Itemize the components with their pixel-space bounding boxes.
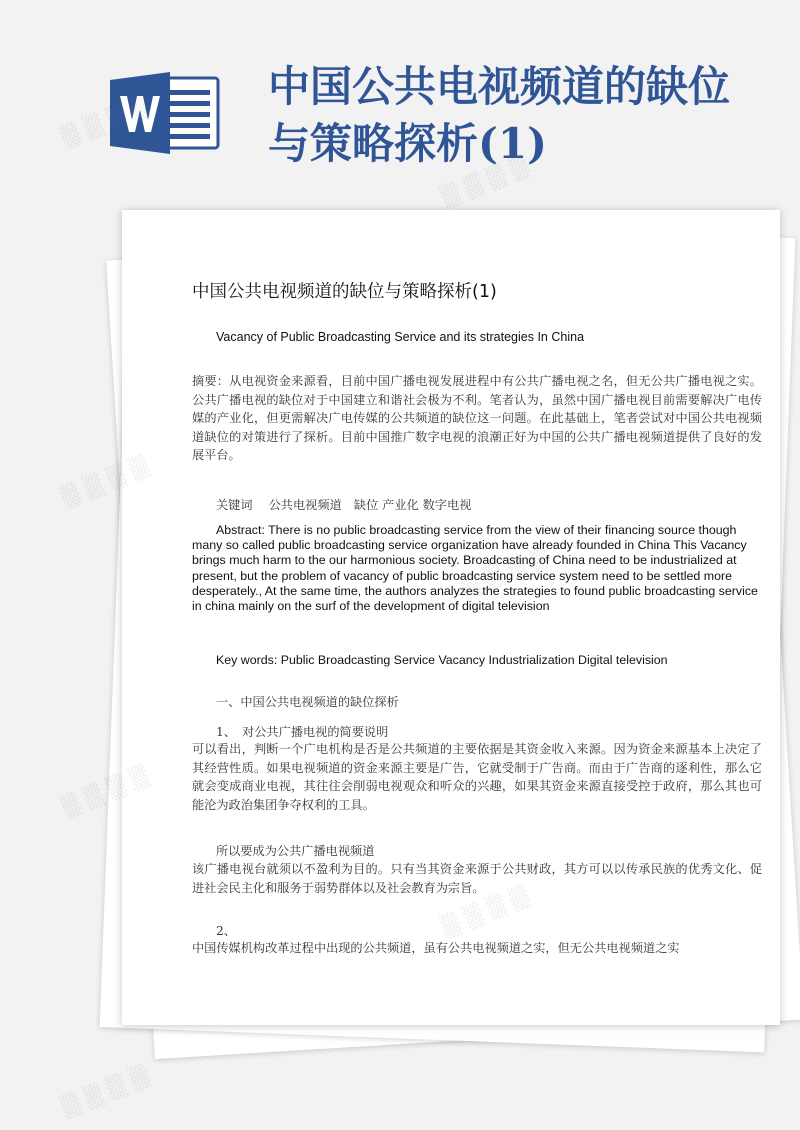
keywords-cn: 关键词 公共电视频道 缺位 产业化 数字电视: [216, 498, 472, 512]
document-page: [122, 210, 780, 1025]
banner-title: 中国公共电视频道的缺位与策略探析(1): [268, 62, 731, 168]
subsection-heading: 2、: [216, 924, 236, 938]
word-document-icon: [110, 72, 222, 154]
abstract-cn: 摘要：从电视资金来源看，目前中国广播电视发展进程中有公共广播电视之名，但无公共广播电视之实。公共广播电视的缺位对于中国建立和谐社会极为不利。笔者认为，虽然中国广播电视目前需要解决广电传媒的产业化，但更需解决广电传媒的公共频道的缺位这一问题。在此基础上，笔者尝试对中国公共电视频道缺位的对策进行了探析。目前中国推广数字电视的浪潮正好为中国的公共广播电视频道提供了良好的发展平台。: [192, 374, 762, 462]
subsection-heading: 所以要成为公共广播电视频道: [216, 844, 375, 858]
document-title: 中国公共电视频道的缺位与策略探析(1): [192, 282, 497, 302]
paragraph: 该广播电视台就须以不盈利为目的。只有当其资金来源于公共财政，其方可以以传承民族的优秀文化、促进社会民主化和服务于弱势群体以及社会教育为宗旨。: [192, 862, 762, 895]
banner: [0, 0, 800, 200]
watermark: ▒ ▒ ▒ ▒: [438, 153, 533, 212]
watermark: ▒ ▒ ▒ ▒: [58, 763, 153, 822]
watermark: ▒ ▒ ▒ ▒: [58, 93, 153, 152]
english-title: Vacancy of Public Broadcasting Service and its strategies In China: [216, 330, 585, 344]
abstract-en: Abstract: There is no public broadcasting service from the view of their financing source though many so called public broadcasting service organization have already founded in China This Vacancy brings much harm to the our harmonious society. Broadcasting of China need to be industrialized at present, but the problem of vacancy of public broadcasting service system need to be settled more desperately., At the same time, the authors analyzes the strategies to found public broadcasting service in china mainly on the surf of the development of digital television: [192, 523, 758, 614]
watermark: ▒ ▒ ▒ ▒: [58, 1063, 153, 1122]
keywords-en: Key words: Public Broadcasting Service Vacancy Industrialization Digital television: [216, 653, 668, 667]
paragraph: 可以看出，判断一个广电机构是否是公共频道的主要依据是其资金收入来源。因为资金来源基本上决定了其经营性质。如果电视频道的资金来源主要是广告，它就受制于广告商。而由于广告商的逐利性，那么它就会变成商业电视，其往往会削弱电视观众和听众的兴趣，如果其资金来源直接受控于政府，那么其也可能沦为政治集团争夺权利的工具。: [192, 742, 762, 812]
paragraph: 中国传媒机构改革过程中出现的公共频道，虽有公共电视频道之实，但无公共电视频道之实: [192, 941, 680, 955]
section-heading: 一、中国公共电视频道的缺位探析: [216, 695, 399, 709]
subsection-heading: 1、 对公共广播电视的简要说明: [216, 725, 389, 739]
watermark: ▒ ▒ ▒ ▒: [58, 453, 153, 512]
